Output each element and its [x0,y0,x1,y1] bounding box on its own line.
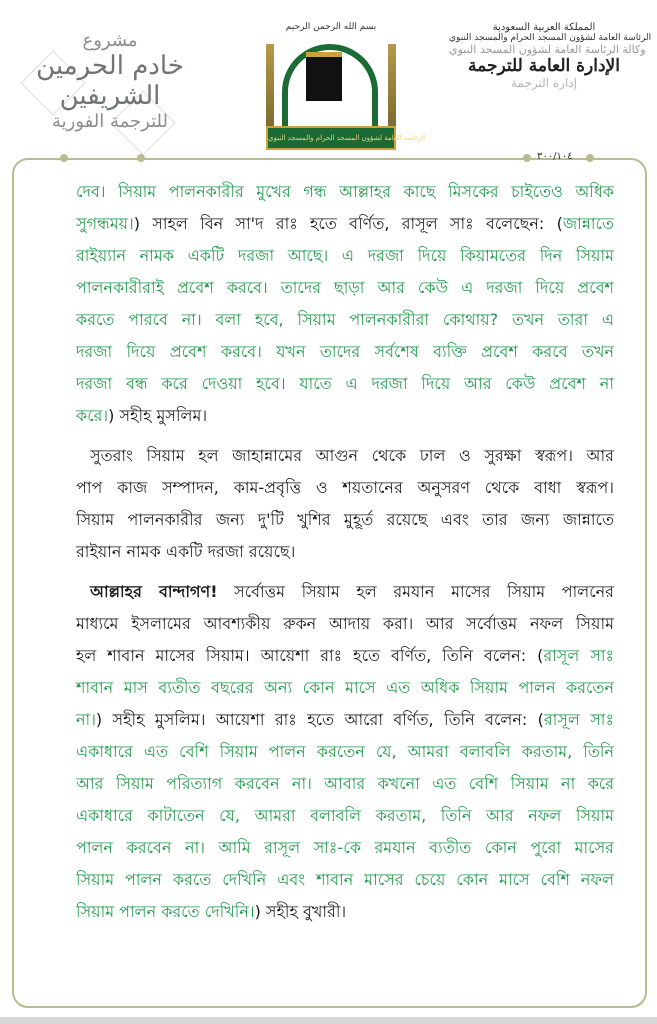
hadith-quote-text: সিয়াম পালন করতে দেখিনি এবং শাবান মাসের চেয়ে কোন মাসে বেশি নফল [76,870,614,889]
hadith-quote-text: শাবান মাস ব্যতীত বছরের অন্য কোন মাসে এত অধিক সিয়াম পালন করতেন [76,678,614,697]
text-line [76,472,614,504]
text-line [76,440,614,472]
minaret-icon [266,44,274,129]
frame-dot [523,154,531,162]
hadith-quote-text: দরজা দিয়ে প্রবেশ করবে। যখন তাদের সর্বশেষ ব্যক্তি প্রবেশ করবে তখন [76,342,614,361]
text-line [76,608,614,640]
hadith-quote-text: রাইয়্যান নামক একটি দরজা আছে। এ দরজা দিয়ে কিয়ামতের দিন সিয়াম [76,246,614,265]
frame-dot [60,154,68,162]
body-text: ) সহীহ মুসলিম। আয়েশা রাঃ হতে আরো বর্ণিত, তিনি বলেন: ( [95,710,544,729]
letterhead-line: إدارة الترجمة [511,76,577,90]
document-body [76,176,614,928]
text-line [76,504,614,536]
emblem-banner: الرئاسة العامة لشؤون المسجد الحرام والمسجد النبوي [266,126,396,150]
logo-line: للترجمة الفورية [52,111,168,132]
project-logo [10,30,210,132]
text-line [76,704,614,736]
text-line [76,272,614,304]
letterhead-line: المملكة العربية السعودية [492,22,596,33]
agency-letterhead [449,22,652,90]
minaret-icon [388,44,396,129]
bottom-edge [0,1017,657,1024]
hadith-quote-text: না। [76,710,96,729]
text-line [76,336,614,368]
frame-dot [137,154,145,162]
hadith-quote-text: করতে পারবে না। বলা হবে, সিয়াম পালনকারীরা কোথায়? তখন তারা এ [76,310,614,329]
kaaba-icon [306,52,342,101]
hadith-quote-text: করে। [76,406,109,425]
hadith-quote-text: দেব। সিয়াম পালনকারীর মুখের গন্ধ আল্লাহর কাছে মিসকের চাইতেও অধিক [76,182,614,201]
text-line [76,768,614,800]
body-text: মাধ্যমে ইসলামের আবশ্যকীয় রুকন আদায় করা। আর সর্বোত্তম নফল সিয়াম [76,614,614,633]
text-line [76,208,614,240]
body-text: রাইয়ান নামক একটি দরজা রয়েছে। [76,542,296,561]
text-line [76,832,614,864]
body-text: পাপ কাজ সম্পাদন, কাম-প্রবৃত্তি ও শয়তানের অনুসরণ থেকে বাধা স্বরূপ। [76,478,614,497]
hadith-quote-text: আর সিয়াম পরিত্যাগ করবেন না। আবার কখনো এত বেশি সিয়াম না করে [76,774,614,793]
text-line [76,640,614,672]
body-text: সর্বোত্তম সিয়াম হল রমযান মাসের সিয়াম পালনের [217,582,614,601]
hadith-quote-text: জান্নাতে [562,214,614,233]
paragraph-gap [76,432,614,440]
logo-line: مشروع [82,30,138,51]
hadith-quote-text: পালনকারীরাই প্রবেশ করবে। তাদের ছাড়া আর কেউ এ দরজা দিয়ে প্রবেশ [76,278,614,297]
text-line [76,864,614,896]
logo-line: خادم الحرمين الشريفين [36,51,184,111]
text-line [76,176,614,208]
body-text: হল শাবান মাসের সিয়াম। আয়েশা রাঃ হতে বর্ণিত, তিনি বলেন: ( [76,646,544,665]
hadith-quote-text: দরজা বন্ধ করে দেওয়া হবে। যাতে এ দরজা দিয়ে আর কেউ প্রবেশ না [76,374,614,393]
text-line [76,576,614,608]
document-number: ٣٠٠/١٠٤ [537,151,573,162]
text-line [76,240,614,272]
paragraph-gap [76,568,614,576]
hadith-quote-text: সিয়াম পালন করতে দেখিনি। [76,902,255,921]
hadith-quote-text: একাধারে কাটাতেন যে, আমরা বলাবলি করতাম, তিনি আর নফল সিয়াম [76,806,614,825]
presidency-emblem [262,22,426,150]
text-line [76,896,614,928]
frame-dot [586,154,594,162]
text-line [76,672,614,704]
body-text: সুতরাং সিয়াম হল জাহান্নামের আগুন থেকে ঢাল ও সুরক্ষা স্বরূপ। আর [90,446,614,465]
paragraph [76,440,614,568]
text-line [76,800,614,832]
text-line [76,400,614,432]
hadith-quote-text: একাধারে এত বেশি সিয়াম পালন করতেন যে, আমরা বলাবলি করতাম, তিনি [76,742,614,761]
text-line [76,536,614,568]
basmala: بسم الله الرحمن الرحيم [285,22,377,32]
text-line [76,736,614,768]
body-text: ) সহীহ মুসলিম। [108,406,208,425]
paragraph [76,176,614,432]
letterhead-line: الرئاسة العامة لشؤون المسجد الحرام والمسجد النبوي [449,33,652,43]
body-text: ) সহীহ বুখারী। [254,902,347,921]
hadith-quote-text: রাসূল সাঃ [543,710,614,729]
bold-heading-text: আল্লাহর বান্দাগণ! [90,582,218,601]
text-line [76,304,614,336]
paragraph [76,576,614,928]
hadith-quote-text: পালন করবেন না। আমি রাসূল সাঃ-কে রমযান ব্যতীত কোন পুরো মাসের [76,838,614,857]
hadith-quote-text: সুগন্ধময়। [76,214,134,233]
letterhead-line: الإدارة العامة للترجمة [468,56,620,76]
text-line [76,368,614,400]
hadith-quote-text: রাসূল সাঃ [543,646,614,665]
letterhead-line: وكالة الرئاسة العامة لشؤون المسجد النبوي [449,43,646,56]
body-text: সিয়াম পালনকারীর জন্য দু'টি খুশির মুহূর্ত রয়েছে এবং তার জন্য জান্নাতে [76,510,614,529]
body-text: ) সাহল বিন সা'দ রাঃ হতে বর্ণিত, রাসূল সাঃ বলেছেন: ( [133,214,563,233]
